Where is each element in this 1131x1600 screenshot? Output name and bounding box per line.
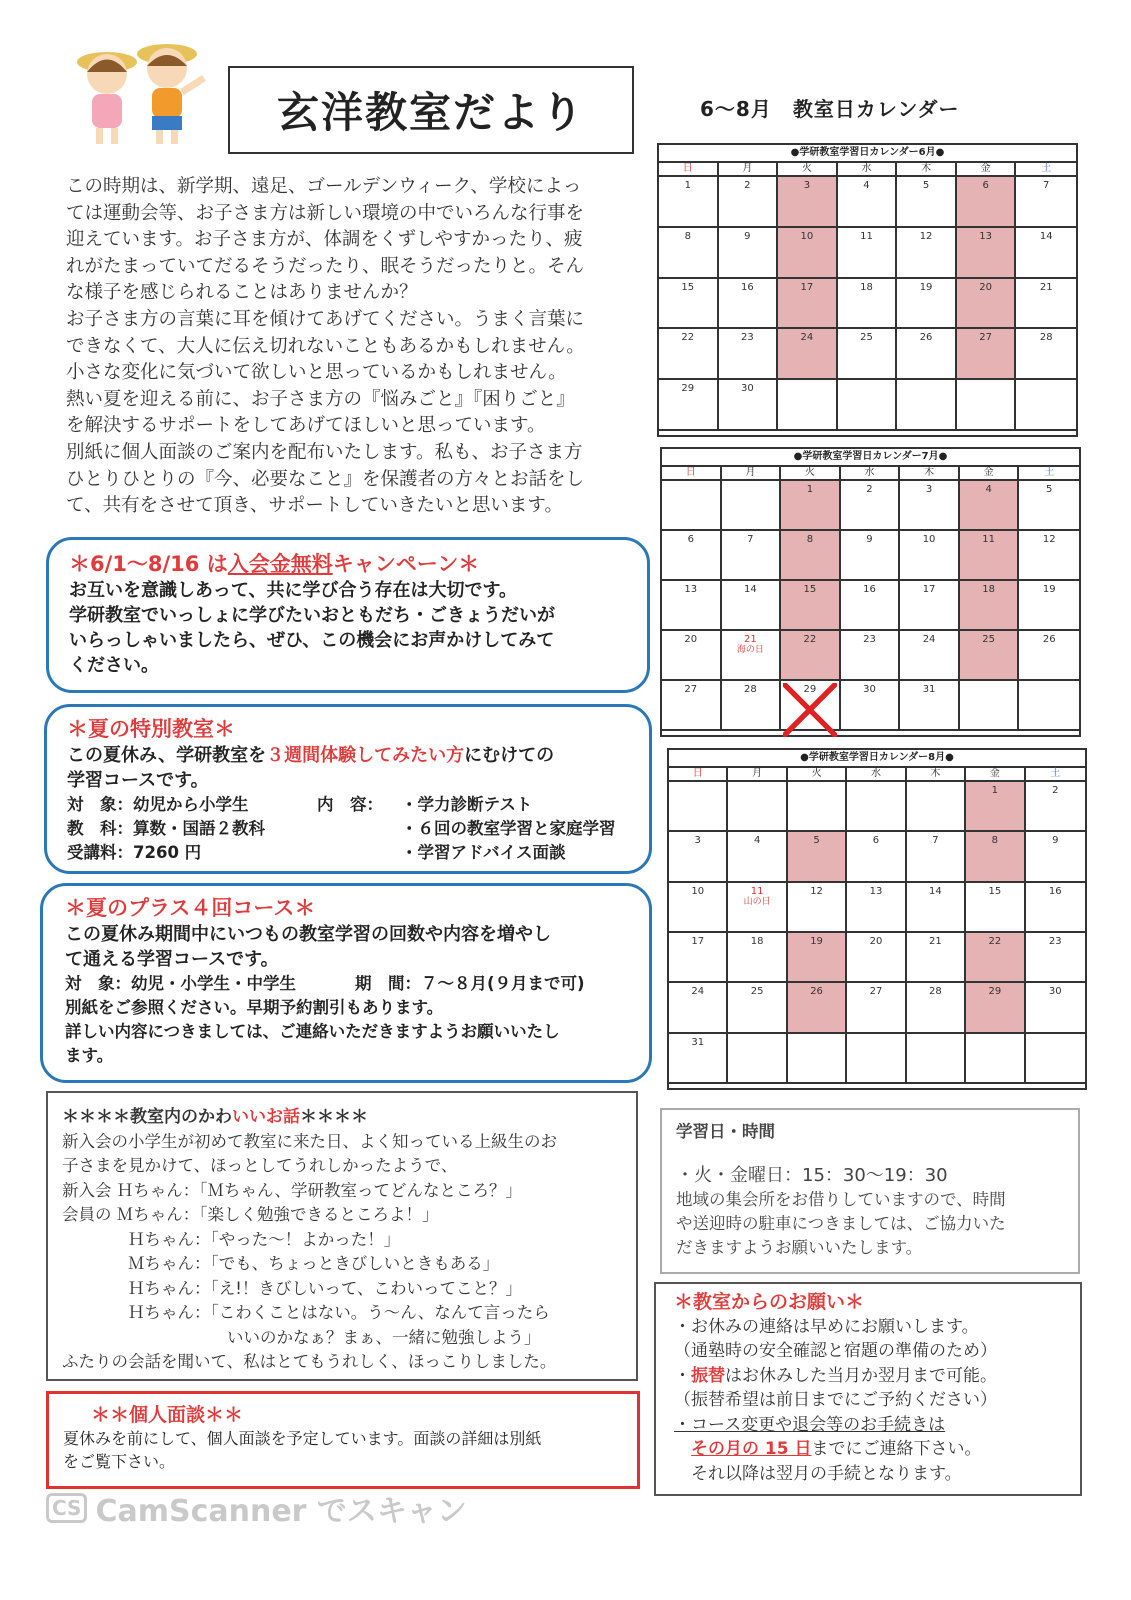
day-cell: [719, 380, 779, 431]
day-cell: [781, 631, 841, 681]
day-cell: [907, 983, 966, 1033]
day-cell: [659, 279, 719, 330]
intro-line: 別紙に個人面談のご案内を配布いたします。私も、お子さま方: [66, 441, 583, 463]
weekday-label: 月: [719, 163, 779, 175]
day-number: 14: [1039, 230, 1053, 242]
day-number: 14: [743, 584, 757, 595]
calendar-title: ●学研教室学習日カレンダー6月●: [659, 145, 1076, 163]
day-number: 2: [744, 180, 751, 191]
summer-plus-title: ＊夏のプラス４回コース＊: [65, 896, 316, 920]
day-number: 30: [740, 383, 754, 395]
day-cell: [960, 581, 1020, 631]
empty-cell: [960, 681, 1020, 731]
empty-cell: [907, 782, 966, 832]
interview-line: をご覧下さい。: [63, 1452, 176, 1471]
day-cell: [897, 279, 957, 330]
day-number: 28: [1039, 332, 1053, 344]
intro-line: お子さま方の言葉に耳を傾けてあげてください。うまく言葉に: [66, 308, 585, 330]
day-number: 25: [982, 634, 995, 645]
weekday-label: 土: [1044, 467, 1055, 478]
weekday-label: 火: [781, 467, 841, 479]
weekday-label: 月: [722, 467, 782, 479]
day-number: 29: [681, 383, 695, 395]
day-number: 15: [681, 281, 695, 293]
day-cell: [1019, 531, 1079, 581]
day-number: 13: [979, 230, 992, 242]
day-cell: [838, 279, 898, 330]
interview-box: ＊＊個人面談＊＊ 夏休みを前にして、個人面談を予定しています。面談の詳細は別紙 をご覧下さい。: [46, 1391, 640, 1489]
day-cell: [719, 329, 779, 380]
day-number: 22: [988, 935, 1002, 947]
empty-cell: [847, 782, 906, 832]
story-line: Ｈちゃん：「やった〜！よかった！」: [62, 1229, 401, 1249]
summer-plus-line: ます。: [65, 1046, 114, 1065]
day-number: 30: [863, 684, 876, 695]
day-cell: [966, 933, 1025, 983]
day-number: 23: [740, 332, 754, 344]
day-cell: [847, 883, 906, 933]
day-cell: [1026, 782, 1085, 832]
intro-line: ては運動会等、お子さま方は新しい環境の中でいろんな行事を: [66, 202, 585, 224]
day-number: 31: [922, 684, 936, 695]
weekday-label: 日: [669, 768, 728, 780]
story-line: いいのかなぁ？まぁ、一緒に勉強しよう」: [62, 1327, 541, 1347]
holiday-label: 海の日: [736, 645, 764, 655]
calendar-july: [660, 447, 1081, 737]
summer-special-box: ＊夏の特別教室＊ この夏休み、学研教室を３週間体験してみたい方にむけての 学習コースです。 対 象：幼児から小学生 教 科：算数・国語２教科 受講料：7260 円 内 容： ・学力診断テスト ・６回の教室学習と家庭学習 ・学習アドバイス面談: [44, 704, 652, 874]
day-number: 24: [922, 634, 936, 645]
story-line: Ｈちゃん：「こわくことはない。う〜ん、なんて言ったら: [62, 1303, 550, 1322]
day-cell: [841, 481, 901, 531]
empty-cell: [907, 1034, 966, 1084]
hours-line: だきますようお願いいたします。: [676, 1238, 923, 1257]
campaign-line: いらっしゃいましたら、ぜひ、この機会にお声かけしてみて: [69, 630, 555, 651]
day-cell: [960, 481, 1020, 531]
day-cell: [722, 531, 782, 581]
empty-cell: [728, 1034, 787, 1084]
day-cell: [669, 933, 728, 983]
day-number: 15: [803, 584, 817, 595]
calendar-august: [667, 748, 1087, 1090]
day-cell: [957, 177, 1017, 228]
day-cell: [900, 681, 960, 731]
empty-cell: [957, 380, 1017, 431]
day-number: 13: [869, 885, 883, 897]
day-cell: [838, 228, 898, 279]
summer-special-title: ＊夏の特別教室＊: [67, 717, 235, 741]
day-number: 9: [866, 534, 873, 545]
day-cell: [719, 177, 779, 228]
calendar-heading: 6〜8月 教室日カレンダー: [700, 97, 960, 121]
day-number: 26: [919, 332, 933, 344]
day-cell: [659, 177, 719, 228]
empty-cell: [1016, 380, 1076, 431]
empty-cell: [966, 1034, 1025, 1084]
day-cell: [722, 631, 782, 681]
day-cell: [897, 329, 957, 380]
day-number: 16: [740, 281, 754, 293]
day-cell: [960, 631, 1020, 681]
day-number: 21: [1039, 281, 1053, 293]
intro-line: 小さな変化に気づいて欲しいと思っているかもしれません。: [66, 362, 567, 384]
day-cell: [847, 832, 906, 882]
weekday-label: 水: [847, 768, 906, 780]
campaign-box: [46, 537, 650, 693]
day-cell: [966, 983, 1025, 1033]
day-cell: [669, 983, 728, 1033]
day-number: 1: [991, 785, 999, 796]
day-cell: [659, 228, 719, 279]
intro-text: [66, 174, 585, 520]
weekday-label: 火: [778, 163, 838, 175]
day-number: 12: [1042, 534, 1056, 545]
day-cell: [788, 832, 847, 882]
day-cell: [728, 883, 787, 933]
day-cell: [900, 481, 960, 531]
story-line: 新入会 Ｈちゃん：「Ｍちゃん、学研教室ってどんなところ？」: [62, 1180, 522, 1200]
empty-cell: [1019, 681, 1079, 731]
day-cell: [897, 228, 957, 279]
day-number: 11: [860, 230, 873, 242]
day-cell: [841, 681, 901, 731]
day-number: 21: [929, 935, 942, 947]
day-number: 7: [1043, 180, 1050, 191]
interview-line: 夏休みを前にして、個人面談を予定しています。面談の詳細は別紙: [63, 1429, 542, 1448]
intro-line: 迎えています。お子さま方が、体調をくずしやすかったり、疲: [66, 229, 583, 251]
empty-cell: [788, 782, 847, 832]
intro-line: この時期は、新学期、遠足、ゴールデンウィーク、学校によっ: [66, 176, 582, 197]
content-item: ・学習アドバイス面談: [401, 843, 566, 862]
day-cell: [907, 933, 966, 983]
day-cell: [838, 177, 898, 228]
day-number: 30: [1048, 986, 1062, 998]
day-number: 10: [691, 885, 705, 897]
hours-line: や送迎時の駐車につきましては、ご協力いた: [676, 1214, 1006, 1233]
day-number: 17: [922, 584, 936, 595]
day-number: 16: [1048, 885, 1062, 897]
day-number: 26: [1042, 634, 1056, 645]
day-number: 18: [860, 281, 873, 293]
day-number: 4: [985, 484, 992, 495]
weekday-label: 水: [838, 163, 898, 175]
day-number: 22: [681, 332, 695, 344]
day-cell: [722, 581, 782, 631]
day-number: 11: [750, 885, 764, 897]
empty-cell: [838, 380, 898, 431]
day-cell: [897, 177, 957, 228]
requests-box: ＊教室からのお願い＊ ・お休みの連絡は早めにお願いします。 （通塾時の安全確認と宿題の準備のため） ・振替はお休みした当月か翌月まで可能。 （振替希望は前日までにご予約ください） ・コース変更や退会等のお手続きは その月の 15 日までにご連絡下さい。 それ以降は翌月の手続となります。: [654, 1282, 1082, 1496]
day-number: 12: [919, 230, 933, 242]
day-cell: [847, 933, 906, 983]
content-item: ・学力診断テスト: [401, 795, 533, 814]
day-cell: [781, 481, 841, 531]
weekday-label: 木: [897, 163, 957, 175]
day-number: 9: [744, 230, 751, 242]
day-cell: [662, 631, 722, 681]
day-number: 4: [753, 835, 761, 847]
campaign-title: ＊6/1〜8/16 は入会金無料キャンペーン＊: [69, 552, 480, 576]
weekday-label: 金: [960, 467, 1020, 479]
day-cell: [966, 883, 1025, 933]
day-number: 7: [747, 534, 754, 545]
day-number: 2: [866, 484, 873, 495]
holiday-label: 山の日: [743, 896, 771, 907]
day-cell: [957, 279, 1017, 330]
empty-cell: [897, 380, 957, 431]
day-cell: [781, 531, 841, 581]
weekday-label: 金: [966, 768, 1025, 780]
day-number: 29: [988, 986, 1002, 998]
day-cell: [788, 983, 847, 1033]
day-number: 6: [687, 534, 694, 545]
day-number: 19: [1042, 584, 1056, 595]
day-number: 26: [810, 986, 823, 998]
day-number: 3: [925, 484, 933, 495]
day-cell: [728, 832, 787, 882]
empty-cell: [1026, 1034, 1085, 1084]
calendar-title: ●学研教室学習日カレンダー8月●: [669, 750, 1085, 768]
weekday-label: 日: [659, 163, 719, 175]
day-number: 6: [982, 180, 989, 191]
day-cell: [662, 581, 722, 631]
day-cell: [966, 782, 1025, 832]
day-cell: [1016, 228, 1076, 279]
day-number: 20: [979, 281, 992, 293]
day-number: 5: [922, 180, 930, 191]
summer-plus-line: て通える学習コースです。: [65, 949, 279, 970]
calendar-title: ●学研教室学習日カレンダー7月●: [662, 449, 1079, 467]
day-cell: [778, 177, 838, 228]
empty-cell: [847, 1034, 906, 1084]
day-number: 18: [982, 584, 995, 595]
day-cell: [960, 531, 1020, 581]
story-box: [46, 1091, 638, 1381]
weekday-label: 土: [1050, 768, 1061, 779]
day-cell: [719, 279, 779, 330]
day-cell: [778, 279, 838, 330]
story-line: ふたりの会話を聞いて、私はとてもうれしく、ほっこりしました。: [62, 1352, 557, 1371]
day-number: 17: [800, 281, 814, 293]
day-number: 10: [800, 230, 814, 242]
calendar-june: [657, 143, 1078, 437]
day-number: 29: [803, 684, 817, 695]
day-cell: [728, 933, 787, 983]
day-number: 3: [694, 835, 701, 847]
empty-cell: [662, 481, 722, 531]
day-number: 5: [1046, 484, 1053, 495]
intro-line: れがたまっていてだるそうだったり、眠そうだったりと。そん: [66, 255, 585, 277]
day-cell: [1026, 883, 1085, 933]
campaign-line: ください。: [69, 655, 159, 676]
weekday-label: 月: [728, 768, 787, 780]
empty-cell: [728, 782, 787, 832]
day-cell: [957, 329, 1017, 380]
day-number: 27: [684, 684, 698, 695]
day-number: 8: [806, 534, 814, 545]
story-line: 新入会の小学生が初めて教室に来た日、よく知っている上級生のお: [62, 1131, 557, 1151]
day-number: 20: [869, 935, 883, 947]
weekday-label: 火: [788, 768, 847, 780]
day-cell: [728, 983, 787, 1033]
day-number: 9: [1052, 835, 1059, 847]
empty-cell: [669, 782, 728, 832]
day-cell: [778, 228, 838, 279]
story-line: Ｈちゃん：「え!！きびしいって、こわいってこと？」: [62, 1278, 523, 1298]
day-cell: [841, 531, 901, 581]
content-item: ・６回の教室学習と家庭学習: [401, 819, 616, 838]
newsletter-title: 玄洋教室だより: [228, 66, 634, 154]
day-number: 28: [743, 684, 757, 695]
day-cell: [900, 531, 960, 581]
empty-cell: [788, 1034, 847, 1084]
day-cell: [1026, 933, 1085, 983]
day-number: 6: [872, 835, 880, 847]
day-number: 21: [743, 634, 757, 645]
day-cell: [722, 681, 782, 731]
intro-line: ひとりひとりの『今、必要なこと』を保護者の方々とお話をし: [66, 468, 585, 490]
day-cell: [1019, 481, 1079, 531]
empty-cell: [778, 380, 838, 431]
weekday-label: 土: [1041, 163, 1052, 174]
day-cell: [907, 883, 966, 933]
day-number: 1: [806, 484, 814, 495]
day-cell: [778, 329, 838, 380]
day-cell: [841, 631, 901, 681]
intro-line: 熱い夏を迎える前に、お子さま方の『悩みごと』『困りごと』: [66, 388, 575, 410]
intro-line: を解決するサポートをしてあげてほしいと思っています。: [66, 415, 546, 437]
weekday-label: 日: [662, 467, 722, 479]
day-cell: [1019, 631, 1079, 681]
day-cell: [788, 883, 847, 933]
day-cell: [1026, 832, 1085, 882]
weekday-label: 金: [957, 163, 1017, 175]
day-number: 13: [684, 584, 698, 595]
day-number: 24: [800, 332, 814, 344]
day-cell: [669, 832, 728, 882]
day-cell: [662, 681, 722, 731]
day-number: 7: [932, 835, 939, 847]
day-number: 10: [922, 534, 936, 545]
hours-line: 地域の集会所をお借りしていますので、時間: [676, 1190, 1006, 1209]
day-number: 4: [863, 180, 870, 191]
day-number: 27: [869, 986, 883, 998]
day-number: 11: [982, 534, 995, 545]
story-title: ＊＊＊＊教室内のかわいいお話＊＊＊＊: [62, 1107, 368, 1127]
day-number: 28: [929, 986, 942, 998]
day-cell: [838, 329, 898, 380]
day-number: 8: [684, 230, 691, 242]
story-line: 会員の Ｍちゃん：「楽しく勉強できるところよ！」: [62, 1205, 439, 1224]
summer-plus-line: この夏休み期間中にいつもの教室学習の回数や内容を増やし: [65, 924, 551, 945]
weekday-label: 水: [841, 467, 901, 479]
day-cell: [900, 581, 960, 631]
day-number: 17: [691, 935, 705, 947]
weekday-label: 木: [900, 467, 960, 479]
day-cell: [1016, 177, 1076, 228]
day-number: 1: [684, 180, 691, 191]
day-number: 16: [863, 584, 876, 595]
weekday-label: 木: [907, 768, 966, 780]
story-line: 子さまを見かけて、ほっとしてうれしかったようで、: [62, 1156, 458, 1175]
day-number: 23: [1048, 935, 1062, 947]
day-cell: [662, 531, 722, 581]
intro-line: な様子を感じられることはありませんか？: [66, 282, 418, 304]
day-cell: [966, 832, 1025, 882]
day-cell: [957, 228, 1017, 279]
children-illustration: [72, 32, 212, 152]
day-cell: [719, 228, 779, 279]
day-cell: [669, 883, 728, 933]
day-number: 15: [988, 885, 1002, 897]
day-cell: [1019, 581, 1079, 631]
intro-line: て、共有をさせて頂き、サポートしていきたいと思います。: [66, 495, 563, 517]
day-number: 22: [803, 634, 817, 645]
day-cell: [841, 581, 901, 631]
intro-line: できなくて、大人に伝え切れないこともあるかもしれません。: [66, 335, 585, 357]
day-cell: [781, 681, 841, 731]
empty-cell: [722, 481, 782, 531]
story-line: Ｍちゃん：「でも、ちょっときびしいときもある」: [62, 1254, 500, 1273]
day-number: 5: [813, 835, 820, 847]
day-cell: [1016, 329, 1076, 380]
day-number: 8: [991, 835, 999, 847]
day-cell: [788, 933, 847, 983]
day-cell: [1026, 983, 1085, 1033]
day-cell: [659, 380, 719, 431]
day-cell: [659, 329, 719, 380]
day-number: 31: [691, 1036, 705, 1048]
summer-plus-box: ＊夏のプラス４回コース＊ この夏休み期間中にいつもの教室学習の回数や内容を増やし て通える学習コースです。 対 象：幼児・小学生・中学生 期 間：７〜８月(９月まで可) 別紙をご参照ください。早期予約割引もあります。 詳しい内容につきましては、ご連絡いただきますようお願いいたし ます。: [40, 883, 652, 1083]
day-number: 3: [803, 180, 811, 191]
day-cell: [847, 983, 906, 1033]
campaign-line: 学研教室でいっしょに学びたいおともだち・ごきょうだいが: [69, 605, 555, 626]
day-number: 24: [691, 986, 705, 998]
day-number: 25: [860, 332, 873, 344]
campaign-line: お互いを意識しあって、共に学び合う存在は大切です。: [69, 580, 518, 601]
day-cell: [669, 1034, 728, 1084]
summer-plus-line: 詳しい内容につきましては、ご連絡いただきますようお願いいたし: [65, 1022, 560, 1041]
cancelled-x-icon: [783, 683, 837, 737]
day-number: 14: [929, 885, 942, 897]
day-number: 19: [919, 281, 933, 293]
day-number: 27: [979, 332, 992, 344]
day-cell: [900, 631, 960, 681]
day-number: 25: [750, 986, 764, 998]
day-number: 19: [810, 935, 823, 947]
summer-plus-line: 別紙をご参照ください。早期予約割引もあります。: [65, 998, 444, 1017]
day-cell: [907, 832, 966, 882]
day-number: 23: [863, 634, 876, 645]
day-cell: [1016, 279, 1076, 330]
day-number: 20: [684, 634, 698, 645]
hours-box: 学習日・時間 ・火・金曜日：15：30〜19：30 地域の集会所をお借りしていますので、時間 や送迎時の駐車につきましては、ご協力いた だきますようお願いいたします。: [660, 1108, 1080, 1274]
day-number: 18: [750, 935, 764, 947]
day-number: 12: [810, 885, 823, 897]
day-cell: [781, 581, 841, 631]
day-number: 2: [1052, 785, 1059, 796]
camscanner-watermark: CS CamScanner でスキャン: [46, 1486, 467, 1530]
